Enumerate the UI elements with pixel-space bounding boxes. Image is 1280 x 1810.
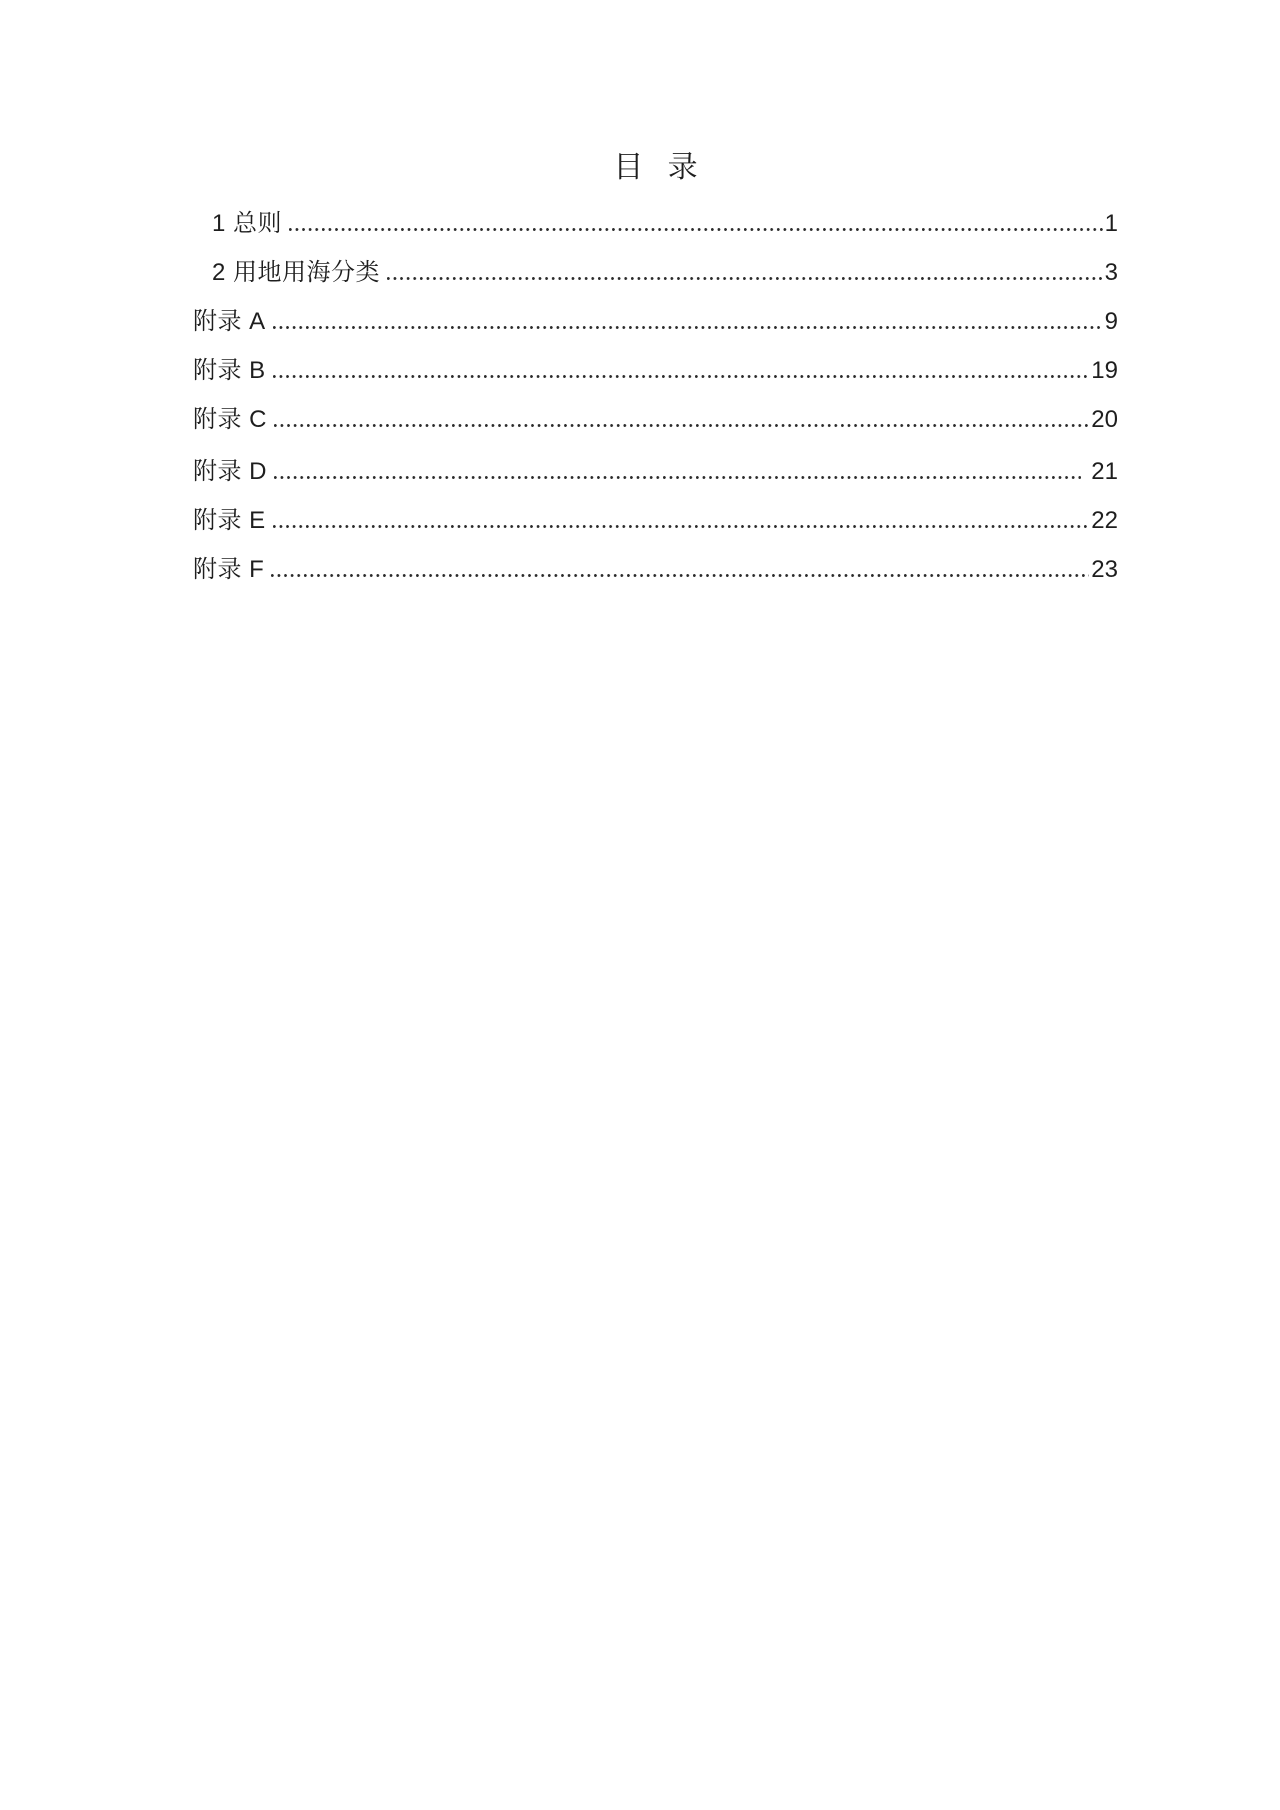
toc-entry-label: 2 用地用海分类 (212, 259, 381, 286)
toc-entry-label: 附录 D (193, 458, 267, 485)
dot-leader (273, 375, 1090, 378)
toc-entry-page-number: 21 (1091, 458, 1118, 485)
dot-leader (273, 326, 1103, 329)
toc-entry (193, 554, 1118, 586)
dot-leader (271, 574, 1089, 577)
toc-title: 目 录 (613, 151, 698, 184)
toc-entry (193, 355, 1118, 387)
toc-entry-label: 附录 F (193, 556, 265, 583)
toc-entry (193, 257, 1118, 289)
dot-leader (273, 525, 1090, 528)
toc-entry-page-number: 3 (1104, 259, 1118, 286)
dot-leader (289, 228, 1103, 231)
table-of-contents (0, 0, 1280, 586)
toc-entry-label: 附录 B (193, 357, 266, 384)
toc-entry-label: 附录 A (193, 308, 266, 335)
toc-entry-page-number: 1 (1104, 210, 1118, 237)
toc-entry-page-number: 19 (1091, 357, 1118, 384)
toc-entry (193, 456, 1118, 488)
toc-entry-label: 附录 C (193, 406, 267, 433)
toc-entry-label: 1 总则 (212, 210, 283, 237)
toc-entry (193, 404, 1118, 436)
dot-leader (274, 476, 1081, 479)
toc-entry-page-number: 22 (1091, 507, 1118, 534)
toc-entry-page-number: 23 (1091, 556, 1118, 583)
toc-entry (193, 208, 1118, 240)
toc-entry-page-number: 9 (1104, 308, 1118, 335)
toc-entry (193, 505, 1118, 537)
toc-entry (193, 306, 1118, 338)
dot-leader (274, 424, 1089, 427)
toc-entry-page-number: 20 (1091, 406, 1118, 433)
dot-leader (387, 277, 1103, 280)
toc-entry-label: 附录 E (193, 507, 266, 534)
toc-entry-list (193, 208, 1118, 586)
